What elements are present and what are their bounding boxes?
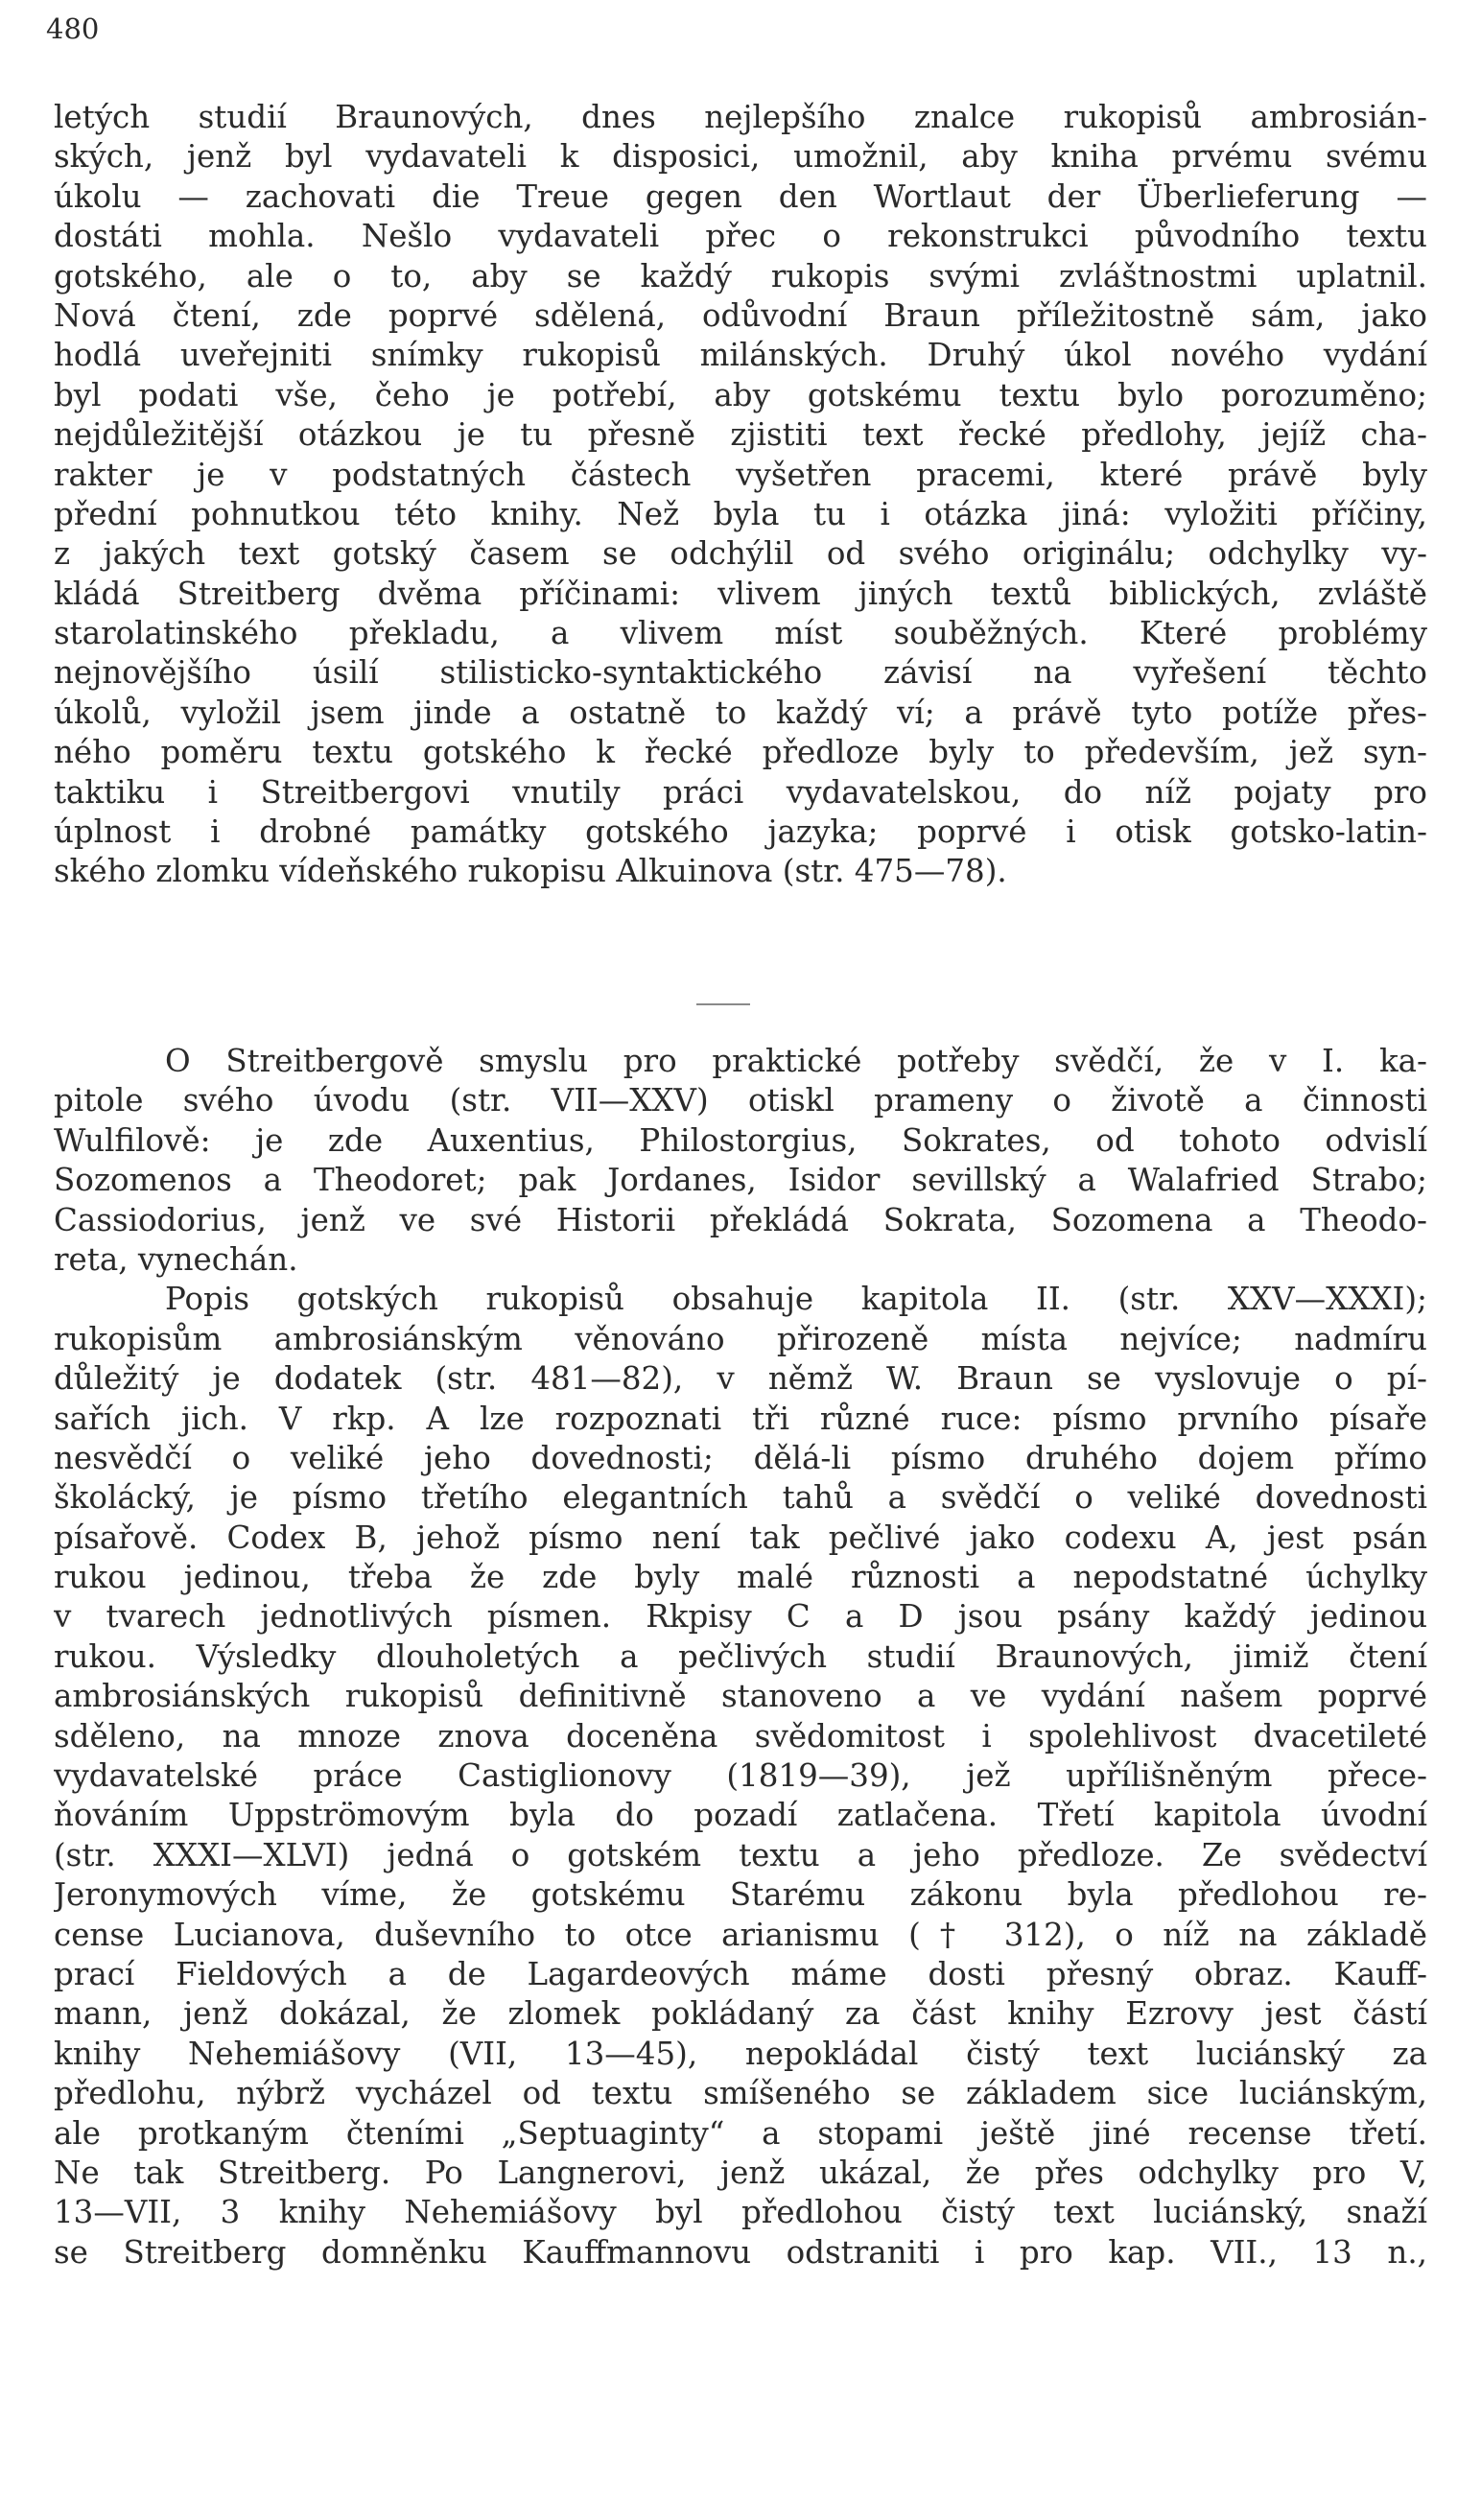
text-line: ambrosiánských rukopisů definitivně stanoveno a ve vydání našem poprvé [54, 1678, 1427, 1715]
text-line: písařově. Codex B, jehož písmo není tak pečlivé jako codexu A, jest psán [54, 1519, 1427, 1556]
page-number: 480 [46, 12, 100, 45]
text-line: rukou. Výsledky dlouholetých a pečlivých studií Braunových, jimiž čtení [54, 1637, 1427, 1675]
text-line: sařích jich. V rkp. A lze rozpoznati tři různé ruce: písmo prvního písaře [54, 1400, 1427, 1437]
text-line: kládá Streitberg dvěma příčinami: vlivem jiných textů biblických, zvláště [54, 575, 1427, 612]
text-line: mann, jenž dokázal, že zlomek pokládaný za část knihy Ezrovy jest částí [54, 1995, 1427, 2033]
text-line: v tvarech jednotlivých písmen. Rkpisy C a D jsou psány každý jedinou [54, 1598, 1427, 1636]
text-line: gotského, ale o to, aby se každý rukopis svými zvláštnostmi uplatnil. [54, 257, 1427, 294]
text-line: předlohu, nýbrž vycházel od textu smíšeného se základem sice luciánským, [54, 2075, 1427, 2112]
text-line: vydavatelské práce Castiglionovy (1819—39), jež upřílišněným přece- [54, 1757, 1427, 1795]
text-line: byl podati vše, čeho je potřebí, aby gotskému textu bylo porozuměno; [54, 376, 1427, 413]
text-line: starolatinského překladu, a vlivem míst souběžných. Které problémy [54, 615, 1427, 652]
text-line: Popis gotských rukopisů obsahuje kapitola II. (str. XXV—XXXI); [165, 1281, 1427, 1318]
paragraph-1 [54, 98, 1427, 892]
text-line: 13—VII, 3 knihy Nehemiášovy byl předlohou čistý text luciánský, snaží [54, 2194, 1427, 2231]
text-line: úplnost i drobné památky gotského jazyka; poprvé i otisk gotsko-latin- [54, 813, 1427, 851]
text-line: cense Lucianova, duševního to otce arianismu († 312), o níž na základě [54, 1916, 1427, 1953]
text-line: hodlá uveřejniti snímky rukopisů milánských. Druhý úkol nového vydání [54, 337, 1427, 374]
text-line: (str. XXXI—XLVI) jedná o gotském textu a jeho předloze. Ze svědectví [54, 1836, 1427, 1873]
text-line: se Streitberg domněnku Kauffmannovu odstraniti i pro kap. VII., 13 n., [54, 2233, 1427, 2271]
text-line: sděleno, na mnoze znova doceněna svědomitost i spolehlivost dvacetileté [54, 1717, 1427, 1755]
text-line: knihy Nehemiášovy (VII, 13—45), nepokládal čistý text luciánský za [54, 2035, 1427, 2072]
text-line: O Streitbergově smyslu pro praktické potřeby svědčí, že v I. ka- [165, 1043, 1427, 1079]
text-line: Jeronymových víme, že gotskému Starému zákonu byla předlohou re- [54, 1876, 1427, 1914]
section-separator [696, 1003, 750, 1005]
text-line: Nová čtení, zde poprvé sdělená, odůvodní Braun příležitostně sám, jako [54, 296, 1427, 334]
text-line: úkolů, vyložil jsem jinde a ostatně to každý ví; a právě tyto potíže přes- [54, 694, 1427, 731]
text-line: nesvědčí o veliké jeho dovednosti; dělá-li písmo druhého dojem přímo [54, 1439, 1427, 1476]
text-line: ného poměru textu gotského k řecké předloze byly to především, jež syn- [54, 734, 1427, 771]
text-line: Ne tak Streitberg. Po Langnerovi, jenž ukázal, že přes odchylky pro V, [54, 2154, 1427, 2191]
text-line: rakter je v podstatných částech vyšetřen pracemi, které právě byly [54, 456, 1427, 493]
text-line: Sozomenos a Theodoret; pak Jordanes, Isidor sevillský a Walafried Strabo; [54, 1162, 1427, 1199]
text-line: prací Fieldových a de Lagardeových máme dosti přesný obraz. Kauff- [54, 1955, 1427, 1992]
text-line: ňováním Uppströmovým byla do pozadí zatlačena. Třetí kapitola úvodní [54, 1797, 1427, 1834]
text-line: z jakých text gotský časem se odchýlil od svého originálu; odchylky vy- [54, 535, 1427, 573]
text-line: přední pohnutkou této knihy. Než byla tu i otázka jiná: vyložiti příčiny, [54, 495, 1427, 532]
paragraph-2 [54, 1042, 1427, 2273]
text-line: nejdůležitější otázkou je tu přesně zjistiti text řecké předlohy, jejíž cha- [54, 416, 1427, 454]
text-line: letých studií Braunových, dnes nejlepšího znalce rukopisů ambrosián- [54, 99, 1427, 135]
text-line: úkolu — zachovati die Treue gegen den Wortlaut der Überlieferung — [54, 177, 1427, 215]
text-line: Cassiodorius, jenž ve své Historii překládá Sokrata, Sozomena a Theodo- [54, 1201, 1427, 1238]
text-line: reta, vynechán. [54, 1240, 298, 1278]
text-line: školácký, je písmo třetího elegantních tahů a svědčí o veliké dovednosti [54, 1479, 1427, 1517]
text-line: ského zlomku vídeňského rukopisu Alkuinova (str. 475—78). [54, 853, 1007, 890]
text-line: pitole svého úvodu (str. VII—XXV) otiskl prameny o životě a činnosti [54, 1082, 1427, 1119]
text-line: ale protkaným čteními „Septuaginty“ a stopami ještě jiné recense třetí. [54, 2114, 1427, 2152]
text-line: Wulfilově: je zde Auxentius, Philostorgius, Sokrates, od tohoto odvislí [54, 1121, 1427, 1159]
text-line: taktiku i Streitbergovi vnutily práci vydavatelskou, do níž pojaty pro [54, 773, 1427, 811]
text-line: nejnovějšího úsilí stilisticko-syntaktického závisí na vyřešení těchto [54, 654, 1427, 692]
text-line: rukopisům ambrosiánským věnováno přirozeně místa nejvíce; nadmíru [54, 1320, 1427, 1357]
text-line: rukou jedinou, třeba že zde byly malé různosti a nepodstatné úchylky [54, 1559, 1427, 1596]
text-line: dostáti mohla. Nešlo vydavateli přec o rekonstrukci původního textu [54, 218, 1427, 255]
text-line: ských, jenž byl vydavateli k disposici, umožnil, aby kniha prvému svému [54, 138, 1427, 176]
text-line: důležitý je dodatek (str. 481—82), v němž W. Braun se vyslovuje o pí- [54, 1360, 1427, 1398]
